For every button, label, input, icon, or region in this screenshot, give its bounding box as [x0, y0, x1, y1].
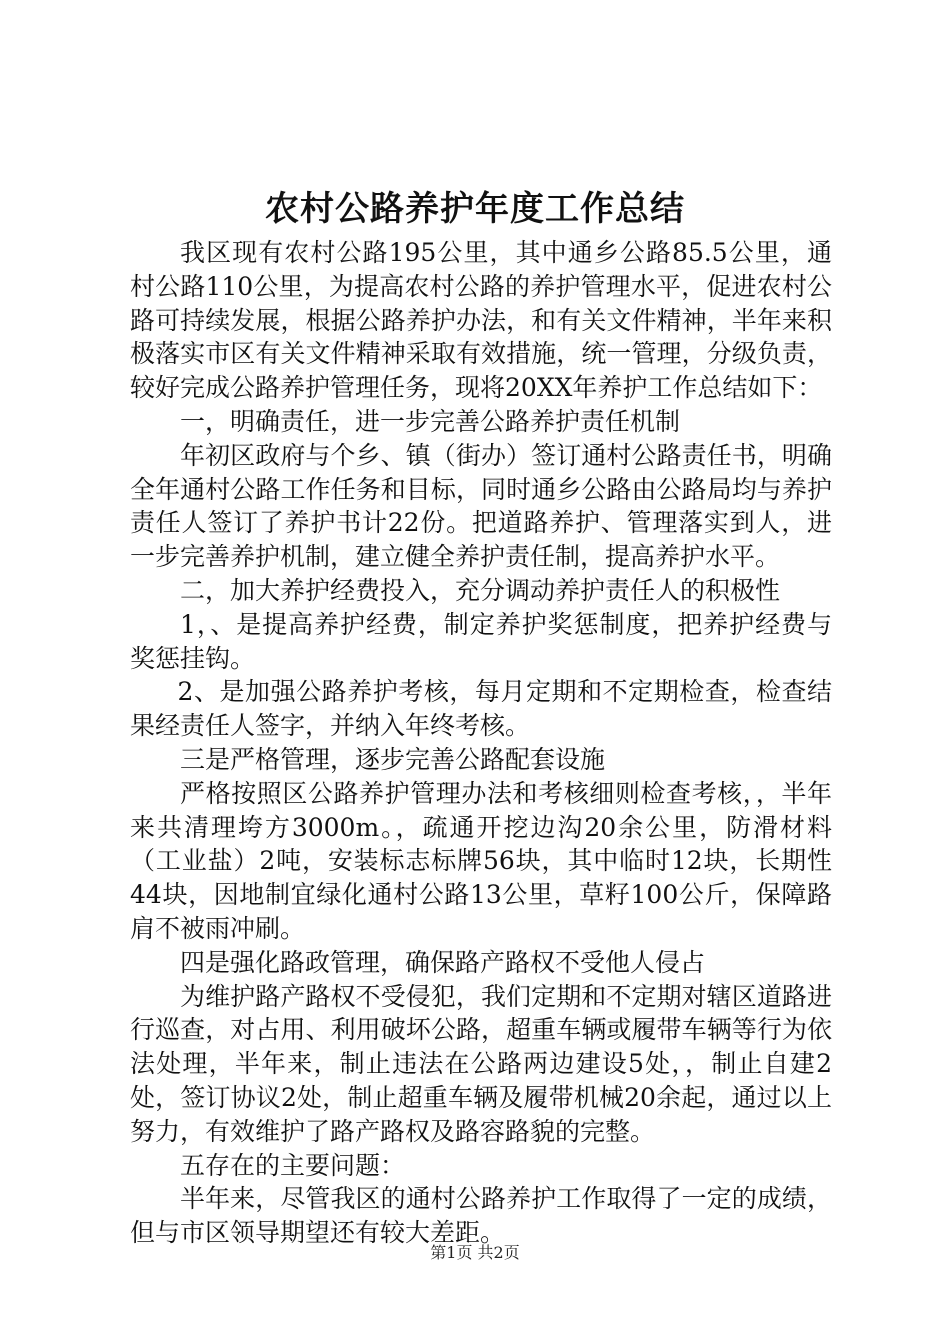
paragraph-road-admin: 为维护路产路权不受侵犯，我们定期和不定期对辖区道路进行巡查，对占用、利用破坏公路，超重车辆或履带车辆等行为依法处理，半年来，制止违法在公路两边建设5处，，制止自建2处，签订协议2处，制止超重车辆及履带机械20余起，通过以上努力，有效维护了路产路权及路容路貌的完整。 — [130, 981, 832, 1146]
document-title: 农村公路养护年度工作总结 — [265, 189, 685, 229]
paragraph-problems: 半年来，尽管我区的通村公路养护工作取得了一定的成绩，但与市区领导期望还有较大差距。 — [130, 1184, 832, 1248]
document-body — [130, 236, 832, 1250]
section-heading-2: 二，加大养护经费投入，充分调动养护责任人的积极性 — [180, 575, 781, 605]
paragraph-item-2: 2、是加强公路养护考核，每月定期和不定期检查，检查结果经责任人签字，并纳入年终考核。 — [130, 677, 832, 741]
paragraph-responsibility: 年初区政府与个乡、镇（街办）签订通村公路责任书，明确全年通村公路工作任务和目标，同时通乡公路由公路局均与养护责任人签订了养护书计22份。把道路养护、管理落实到人，进一步完善养护机制，建立健全养护责任制，提高养护水平。 — [130, 440, 832, 572]
section-heading-4: 四是强化路政管理，确保路产路权不受他人侵占 — [180, 947, 706, 977]
paragraph-facilities: 严格按照区公路养护管理办法和考核细则检查考核，，半年来共清理垮方3000m。，疏通开挖边沟20余公里，防滑材料（工业盐）2吨，安装标志标牌56块，其中临时12块，长期性44块，因地制宜绿化通村公路13公里，草籽100公斤，保障路肩不被雨冲刷。 — [130, 778, 832, 943]
paragraph-intro: 我区现有农村公路195公里，其中通乡公路85.5公里，通村公路110公里，为提高农村公路的养护管理水平，促进农村公路可持续发展，根据公路养护办法，和有关文件精神，半年来积极落实市区有关文件精神采取有效措施，统一管理，分级负责，较好完成公路养护管理任务，现将20XX年养护工作总结如下： — [130, 238, 832, 403]
section-heading-5: 五存在的主要问题： — [180, 1150, 406, 1180]
section-heading-1: 一，明确责任，进一步完善公路养护责任机制 — [180, 406, 681, 436]
section-heading-3: 三是严格管理，逐步完善公路配套设施 — [180, 744, 606, 774]
paragraph-item-1: 1，、是提高养护经费，制定养护奖惩制度，把养护经费与奖惩挂钩。 — [130, 609, 832, 673]
page-footer: 第1页 共2页 — [430, 1243, 520, 1262]
